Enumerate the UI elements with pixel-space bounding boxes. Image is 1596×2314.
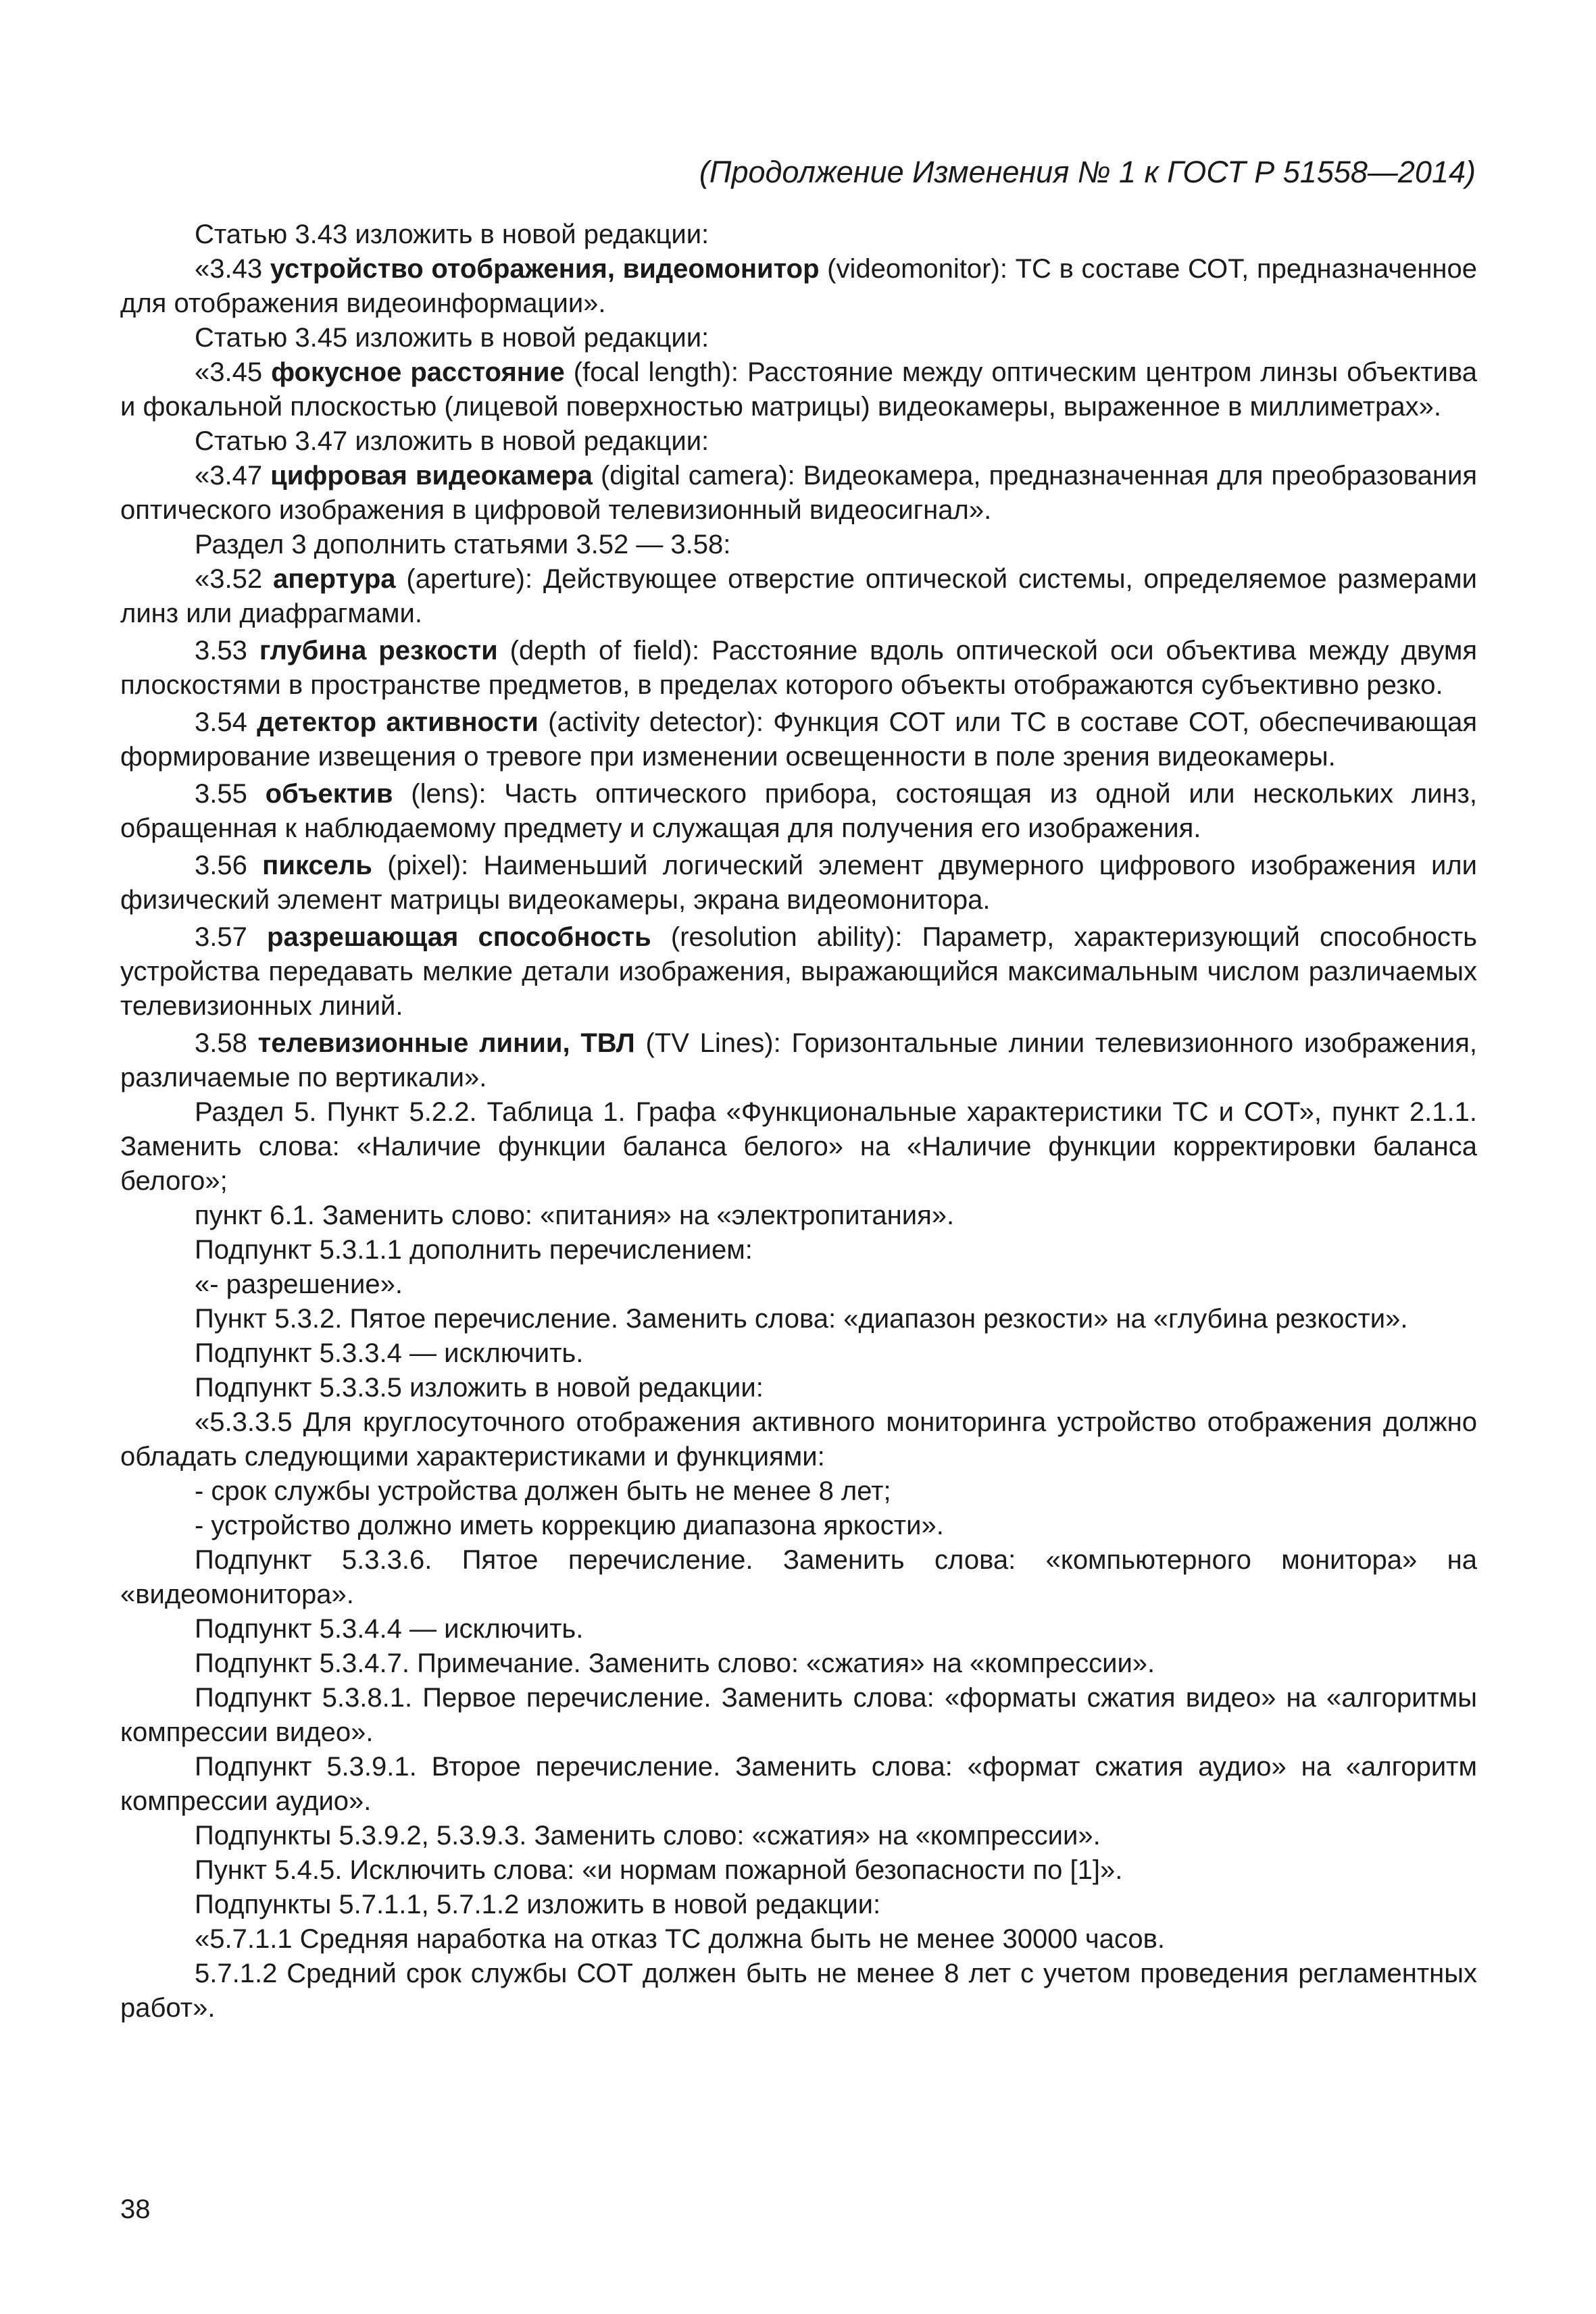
term: объектив — [265, 779, 393, 809]
paragraph: Подпункт 5.3.8.1. Первое перечисление. Заменить слова: «форматы сжатия видео» на «алгоритмы компрессии видео». — [120, 1683, 1477, 1747]
paragraph: «3.45 фокусное расстояние (focal length): Расстояние между оптическим центром линзы объектива и фокальной плоскостью (лицевой поверхностью матрицы) видеокамеры, выраженное в миллиметрах». — [120, 357, 1477, 422]
page-header: (Продолжение Изменения № 1 к ГОСТ Р 51558—2014) — [699, 155, 1476, 189]
paragraph: Подпункт 5.3.9.1. Второе перечисление. Заменить слова: «формат сжатия аудио» на «алгоритм компрессии аудио». — [120, 1752, 1477, 1816]
paragraph: Подпункт 5.3.3.5 изложить в новой редакции: — [195, 1373, 764, 1403]
paragraph: «5.7.1.1 Средняя наработка на отказ ТС должна быть не менее 30000 часов. — [195, 1924, 1165, 1954]
paragraph: 3.53 глубина резкости (depth of field): Расстояние вдоль оптической оси объектива между двумя плоскостями в пространстве предметов, в пределах которого объекты отображаются субъективно резко. — [120, 636, 1478, 700]
term: детектор активности — [257, 707, 539, 737]
document-body — [120, 218, 1477, 2026]
paragraph: Раздел 5. Пункт 5.2.2. Таблица 1. Графа «Функциональные характеристики ТС и СОТ», пункт 2.1.1. Заменить слова: «Наличие функции баланса белого» на «Наличие функции корректировки баланса белого»; — [120, 1097, 1477, 1196]
paragraph: Подпункт 5.3.1.1 дополнить перечислением: — [195, 1235, 753, 1265]
paragraph: Подпункты 5.3.9.2, 5.3.9.3. Заменить слово: «сжатия» на «компрессии». — [195, 1821, 1101, 1851]
paragraph: 3.54 детектор активности (activity detector): Функция СОТ или ТС в составе СОТ, обеспечивающая формирование извещения о тревоге при изменении освещенности в поле зрения видеокамеры. — [120, 707, 1477, 772]
term: глубина резкости — [259, 636, 498, 665]
paragraph: Статью 3.43 изложить в новой редакции: — [195, 220, 709, 249]
term: пиксель — [262, 851, 372, 880]
paragraph: 3.56 пиксель (pixel): Наименьший логический элемент двумерного цифрового изображения или физический элемент матрицы видеокамеры, экрана видеомонитора. — [120, 851, 1477, 915]
paragraph: - устройство должно иметь коррекцию диапазона яркости». — [195, 1511, 944, 1540]
paragraph: Статью 3.45 изложить в новой редакции: — [195, 323, 709, 353]
paragraph: 3.55 объектив (lens): Часть оптического прибора, состоящая из одной или нескольких линз, обращенная к наблюдаемому предмету и служащая для получения его изображения. — [120, 779, 1477, 843]
paragraph: «3.52 апертура (aperture): Действующее отверстие оптической системы, определяемое размерами линз или диафрагмами. — [120, 564, 1477, 628]
paragraph: Подпункт 5.3.4.4 — исключить. — [195, 1614, 584, 1644]
paragraph: 3.57 разрешающая способность (resolution ability): Параметр, характеризующий способность устройства передавать мелкие детали изображения, выражающийся максимальным числом различаемых телевизионных линий. — [120, 922, 1478, 1021]
paragraph: Подпункт 5.3.3.4 — исключить. — [195, 1338, 584, 1368]
term: разрешающая способность — [267, 922, 651, 952]
paragraph: пункт 6.1. Заменить слово: «питания» на «электропитания». — [195, 1201, 955, 1230]
paragraph: Пункт 5.3.2. Пятое перечисление. Заменить слова: «диапазон резкости» на «глубина резкости». — [195, 1304, 1408, 1334]
paragraph: Раздел 3 дополнить статьями 3.52 — 3.58: — [195, 530, 731, 559]
paragraph: - срок службы устройства должен быть не менее 8 лет; — [195, 1476, 891, 1506]
paragraph: Подпункт 5.3.3.6. Пятое перечисление. Заменить слова: «компьютерного монитора» на «видеомонитора». — [120, 1545, 1477, 1609]
page-number: 38 — [120, 2194, 151, 2224]
paragraph: Статью 3.47 изложить в новой редакции: — [195, 426, 709, 456]
term: устройство отображения, видеомонитор — [270, 254, 820, 284]
term: апертура — [272, 564, 396, 594]
paragraph: «3.47 цифровая видеокамера (digital camera): Видеокамера, предназначенная для преобразования оптического изображения в цифровой телевизионный видеосигнал». — [120, 461, 1478, 525]
paragraph: «5.3.3.5 Для круглосуточного отображения активного мониторинга устройство отображения должно обладать следующими характеристиками и функциями: — [120, 1407, 1477, 1472]
term: цифровая видеокамера — [270, 461, 593, 491]
paragraph: «3.43 устройство отображения, видеомонитор (videomonitor): ТС в составе СОТ, предназначенное для отображения видеоинформации». — [120, 254, 1477, 318]
paragraph: Подпункты 5.7.1.1, 5.7.1.2 изложить в новой редакции: — [195, 1890, 881, 1919]
paragraph: 5.7.1.2 Средний срок службы СОТ должен быть не менее 8 лет с учетом проведения регламентных работ». — [120, 1959, 1477, 2023]
term: телевизионные линии, ТВЛ — [257, 1028, 635, 1058]
paragraph: «- разрешение». — [195, 1269, 403, 1299]
paragraph: Пункт 5.4.5. Исключить слова: «и нормам пожарной безопасности по [1]». — [195, 1855, 1123, 1885]
paragraph: Подпункт 5.3.4.7. Примечание. Заменить слово: «сжатия» на «компрессии». — [195, 1649, 1155, 1678]
paragraph: 3.58 телевизионные линии, ТВЛ (TV Lines): Горизонтальные линии телевизионного изображения, различаемые по вертикали». — [120, 1028, 1477, 1092]
term: фокусное расстояние — [271, 357, 565, 387]
